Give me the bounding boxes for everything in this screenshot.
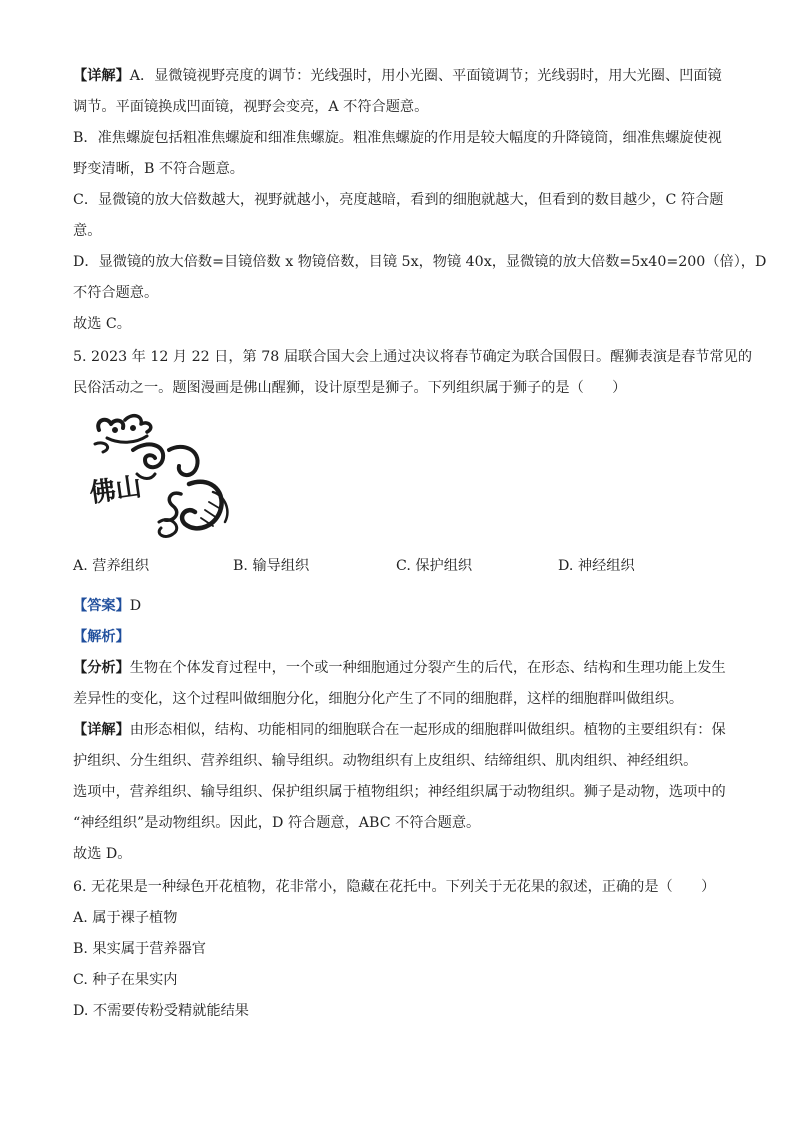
q5-option-c: C. 保护组织 [396, 558, 473, 574]
q5-detail-text-1: 由形态相似，结构、功能相同的细胞联合在一起形成的细胞群叫做组织。植物的主要组织有：保 [129, 722, 726, 738]
answer-tag: 【答案】 [73, 598, 130, 614]
q6-option-d: D. 不需要传粉受精就能结果 [73, 1003, 249, 1019]
q4-detail-line-c1: C．显微镜的放大倍数越大，视野就越小，亮度越暗，看到的细胞就越大，但看到的数目越少，C 符合题 [73, 192, 724, 208]
q5-analysis-line [73, 627, 723, 647]
q4-detail-line-d2: 不符合题意。 [73, 285, 159, 301]
q4-detail-line-a1 [73, 66, 723, 86]
lion-dance-illustration [85, 410, 235, 545]
q5-answer-value: D [129, 598, 142, 614]
fenxi-tag: 【分析】 [73, 660, 130, 676]
q5-option-b: B. 输导组织 [233, 558, 310, 574]
q4-detail-line-d1: D．显微镜的放大倍数=目镜倍数 x 物镜倍数，目镜 5x，物镜 40x，显微镜的放大倍数=5x40=200（倍），D [73, 254, 767, 270]
q5-detail-line-1 [73, 720, 726, 740]
q5-conclusion: 故选 D。 [73, 846, 132, 862]
detail-tag-q5: 【详解】 [73, 722, 130, 738]
q5-stem-line-1: 5. 2023 年 12 月 22 日，第 78 届联合国大会上通过决议将春节确定为联合国假日。醒狮表演是春节常见的 [73, 349, 753, 365]
q4-conclusion: 故选 C。 [73, 316, 131, 332]
q4-detail-line-c2: 意。 [73, 223, 102, 239]
q5-option-d: D. 神经组织 [558, 558, 635, 574]
q5-stem-line-2: 民俗活动之一。题图漫画是佛山醒狮，设计原型是狮子。下列组织属于狮子的是（ ） [73, 380, 627, 396]
q6-stem: 6. 无花果是一种绿色开花植物，花非常小，隐藏在花托中。下列关于无花果的叙述，正确的是（ ） [73, 879, 716, 895]
q6-option-c: C. 种子在果实内 [73, 972, 178, 988]
q5-option-a: A. 营养组织 [73, 558, 150, 574]
q5-detail-line-2: 护组织、分生组织、营养组织、输导组织。动物组织有上皮组织、结缔组织、肌肉组织、神经组织。 [73, 753, 698, 769]
analysis-tag: 【解析】 [73, 629, 130, 645]
q5-fenxi-line-1 [73, 658, 726, 678]
q5-answer-line [73, 596, 723, 616]
q4-detail-line-b2: 野变清晰，B 不符合题意。 [73, 161, 244, 177]
q6-option-b: B. 果实属于营养器官 [73, 941, 206, 957]
q4-detail-a1-text: A．显微镜视野亮度的调节：光线强时，用小光圈、平面镜调节；光线弱时，用大光圈、凹面镜 [129, 68, 722, 84]
q5-fenxi-text-1: 生物在个体发育过程中，一个或一种细胞通过分裂产生的后代，在形态、结构和生理功能上发生 [129, 660, 726, 676]
figure-caption-foshan: 佛山 [87, 471, 144, 509]
q5-detail-line-3: 选项中，营养组织、输导组织、保护组织属于植物组织；神经组织属于动物组织。狮子是动物，选项中的 [73, 784, 726, 800]
detail-tag: 【详解】 [73, 68, 130, 84]
q4-detail-line-a2: 调节。平面镜换成凹面镜，视野会变亮，A 不符合题意。 [73, 99, 429, 115]
q5-detail-line-4: “神经组织”是动物组织。因此，D 符合题意，ABC 不符合题意。 [73, 815, 481, 831]
q6-option-a: A. 属于裸子植物 [73, 910, 178, 926]
foshan-lion-sketch [85, 410, 235, 545]
q5-fenxi-line-2: 差异性的变化，这个过程叫做细胞分化，细胞分化产生了不同的细胞群，这样的细胞群叫做组织。 [73, 691, 684, 707]
q4-detail-line-b1: B．准焦螺旋包括粗准焦螺旋和细准焦螺旋。粗准焦螺旋的作用是较大幅度的升降镜筒，细准焦螺旋使视 [73, 130, 722, 146]
